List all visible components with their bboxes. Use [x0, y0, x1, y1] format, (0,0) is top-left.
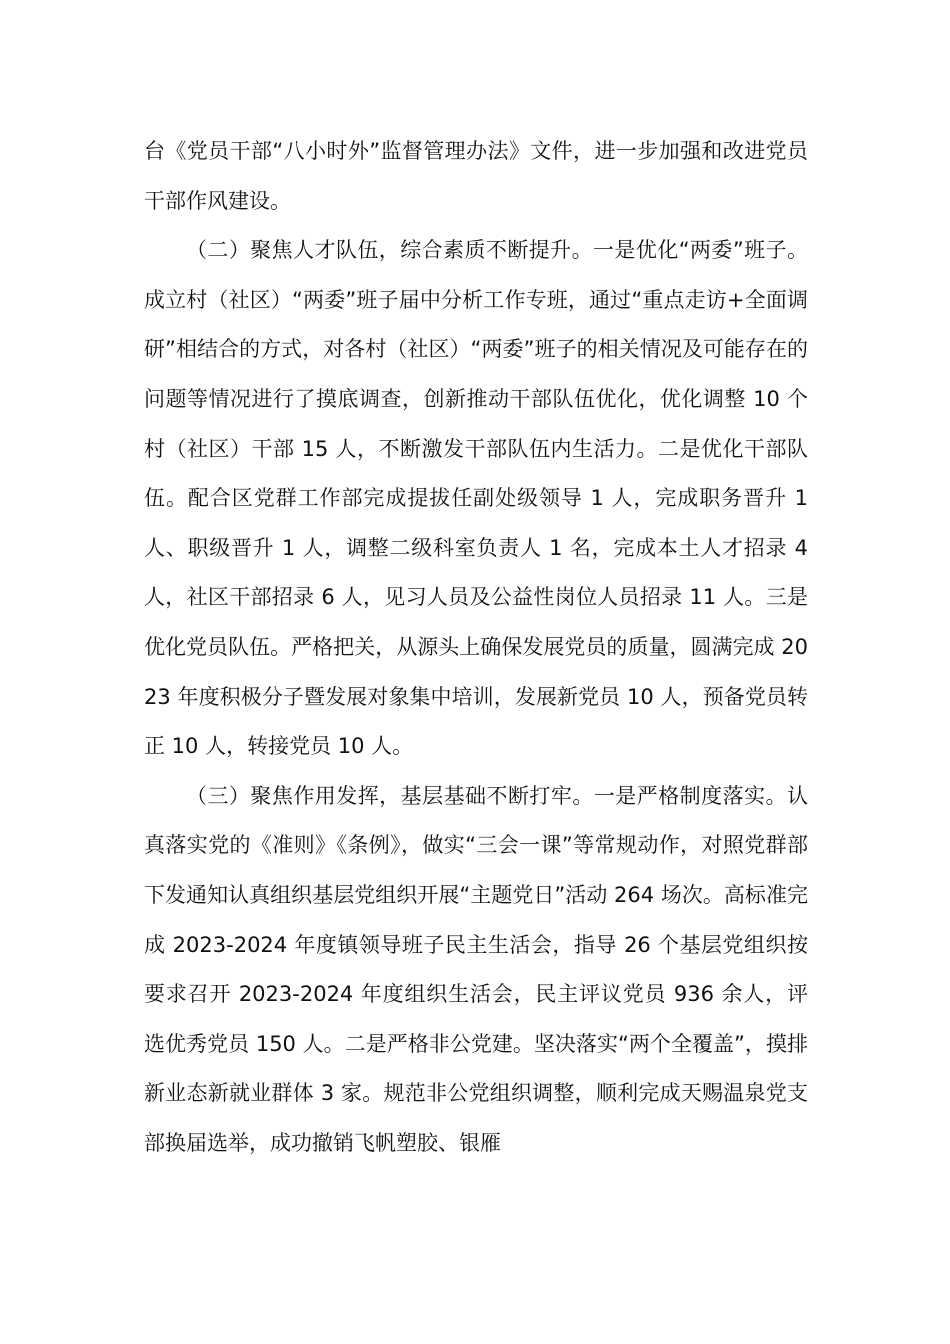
paragraph-continuation: 台《党员干部“八小时外”监督管理办法》文件，进一步加强和改进党员干部作风建设。 [144, 139, 808, 213]
document-body [144, 127, 808, 1168]
paragraph-grassroots-foundation: （三）聚焦作用发挥，基层基础不断打牢。一是严格制度落实。认真落实党的《准则》《条例》，做实“三会一课”等常规动作，对照党群部下发通知认真组织基层党组织开展“主题党日”活动 264 场次。高标准完成 2023-2024 年度镇领导班子民主生活会，指导 26 个基层党组织按要求召开 2023-2024 年度组织生活会，民主评议党员 936 余人，评选优秀党员 150 人。二是严格非公党建。坚决落实“两个全覆盖”，摸排新业态新就业群体 3 家。规范非公党组织调整，顺利完成天赐温泉党支部换届选举，成功撤销飞帆塑胶、银雁 [144, 783, 808, 1155]
paragraph-talent-team: （二）聚焦人才队伍，综合素质不断提升。一是优化“两委”班子。成立村（社区）“两委”班子届中分析工作专班，通过“重点走访+全面调研”相结合的方式，对各村（社区）“两委”班子的相关情况及可能存在的问题等情况进行了摸底调查，创新推动干部队伍优化，优化调整 10 个村（社区）干部 15 人，不断激发干部队伍内生活力。二是优化干部队伍。配合区党群工作部完成提拔任副处级领导 1 人，完成职务晋升 1 人、职级晋升 1 人，调整二级科室负责人 1 名，完成本土人才招录 4 人，社区干部招录 6 人，见习人员及公益性岗位人员招录 11 人。三是优化党员队伍。严格把关，从源头上确保发展党员的质量，圆满完成 2023 年度积极分子暨发展对象集中培训，发展新党员 10 人，预备党员转正 10 人，转接党员 10 人。 [144, 238, 808, 759]
